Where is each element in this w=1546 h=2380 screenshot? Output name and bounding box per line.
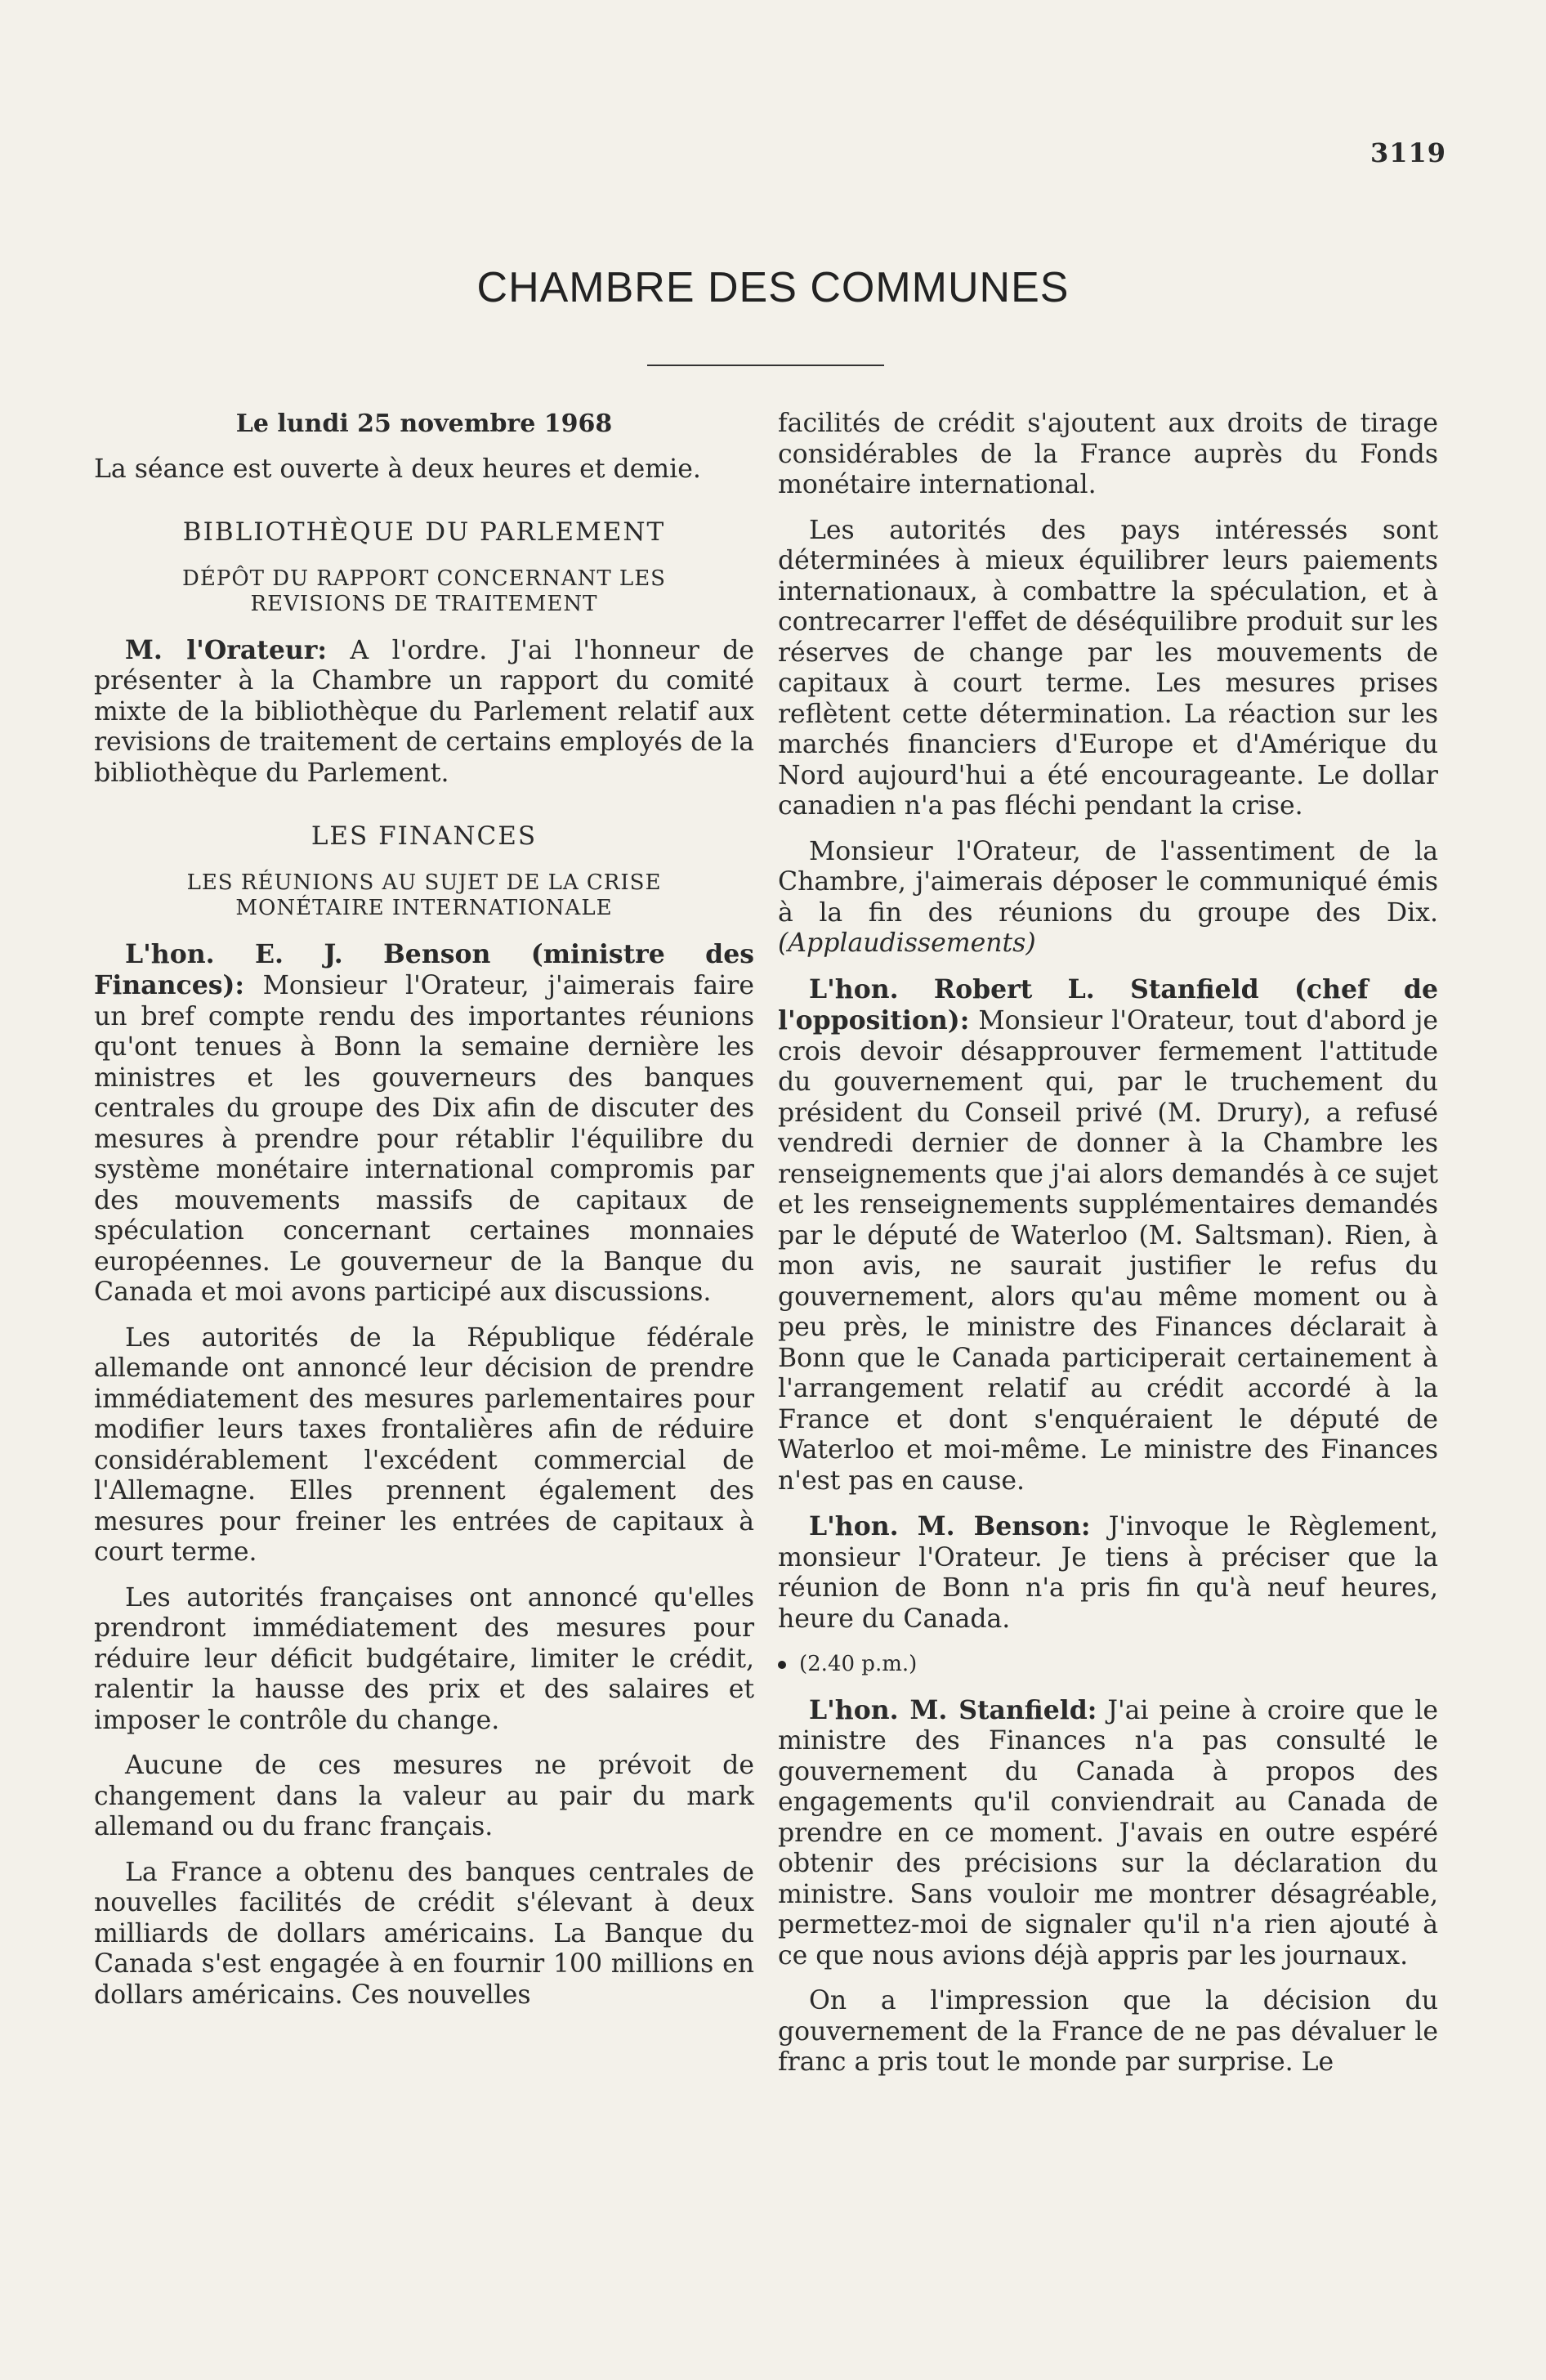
paragraph [778,1511,1438,1635]
speech-text: J'invoque le Règlement, monsieur l'Orateur. Je tiens à préciser que la réunion de Bonn n'a pris fin qu'à neuf heures, heure du Canada. [778,1512,1439,1634]
speaker-name: L'hon. Robert L. Stanfield (chef de l'opposition): [778,973,1438,1036]
subheading-reunions: LES RÉUNIONS AU SUJET DE LA CRISE MONÉTAIRE INTERNATIONALE [186,870,662,920]
title-divider [647,365,884,366]
paragraph [778,974,1438,1497]
paragraph [778,837,1438,960]
time-text: (2.40 p.m.) [799,1652,918,1676]
speech-text: J'ai peine à croire que le ministre des Finances n'a pas consulté le gouvernement du Canada à propos des engagements qu'il conviendrait au Canada de prendre en ce moment. J'avais en outre espéré obtenir des précisions sur la déclaration du ministre. Sans vouloir me montrer désagréable, permettez-moi de signaler qu'il n'a rien ajouté à ce que nous avions déjà appris par les journaux. [778,1695,1438,1971]
speech-text: A l'ordre. J'ai l'honneur de présenter à la Chambre un rapport du comité mixte de la bibliothèque du Parlement relatif aux revisions de traitement de certains employés de la bibliothèque du Parlement. [94,635,754,788]
speech-text: Monsieur l'Orateur, j'aimerais faire un bref compte rendu des importantes réunions qu'ont tenues à Bonn la semaine dernière les ministres et les gouverneurs des banques centrales du groupe des Dix afin de discuter des mesures à prendre pour rétablir l'équilibre du système monétaire international compromis par des mouvements massifs de capitaux de spéculation concernant certaines monnaies européennes. Le gouverneur de la Banque du Canada et moi avons participé aux discussions. [94,971,754,1307]
paragraph: facilités de crédit s'ajoutent aux droits de tirage considérables de la France auprès du Fonds monétaire international. [778,409,1438,499]
paragraph [94,635,754,790]
speech-text: Monsieur l'Orateur, de l'assentiment de la Chambre, j'aimerais déposer le communiqué émis à la fin des réunions du groupe des Dix. [778,836,1438,928]
bullet-icon [778,1661,786,1669]
speaker-name: L'hon. M. Stanfield: [809,1694,1097,1725]
sitting-date: Le lundi 25 novembre 1968 [235,409,613,438]
section-heading-finances: LES FINANCES [311,821,538,851]
section-heading-bibliotheque: BIBLIOTHÈQUE DU PARLEMENT [182,517,666,547]
speech-text: Monsieur l'Orateur, tout d'abord je crois devoir désapprouver fermement l'attitude du gouvernement qui, par le truchement du président du Conseil privé (M. Drury), a refusé vendredi dernier de donner à la Chambre les renseignements que j'ai alors demandés à ce sujet et les renseignements supplémentaires demandés par le député de Waterloo (M. Saltsman). Rien, à mon avis, ne saurait justifier le refus du gouvernement, alors qu'au même moment ou à peu près, le ministre des Finances déclarait à Bonn que le Canada participerait certainement à l'arrangement relatif au crédit accordé à la France et dont s'enquéraient le député de Waterloo et moi-même. Le ministre des Finances n'est pas en cause. [778,1006,1438,1496]
left-column [94,409,754,2025]
applause-note: (Applaudissements) [778,928,1036,958]
paragraph: On a l'impression que la décision du gouvernement de la France de ne pas dévaluer le franc a pris tout le monde par surprise. Le [778,1986,1438,2077]
speaker-name: L'hon. E. J. Benson (ministre des Finances): [94,938,754,1000]
opening-paragraph [94,454,754,485]
paragraph: Les autorités françaises ont annoncé qu'elles prendront immédiatement des mesures pour réduire leur déficit budgétaire, limiter le crédit, ralentir la hausse des prix et des salaires et imposer le contrôle du change. [94,1582,754,1735]
paragraph: La France a obtenu des banques centrales de nouvelles facilités de crédit s'élevant à deux milliards de dollars américains. La Banque du Canada s'est engagée à en fournir 100 millions en dollars américains. Ces nouvelles [94,1857,754,2010]
speaker-name: L'hon. M. Benson: [809,1511,1091,1541]
paragraph [94,939,754,1309]
paragraph [778,1695,1438,1972]
page-title: CHAMBRE DES COMMUNES [476,264,1070,311]
right-column [778,409,1438,2093]
time-note [778,1649,1438,1680]
speaker-name: M. l'Orateur: [125,634,327,665]
opening-text: La séance est ouverte à deux heures et demie. [94,454,701,484]
paragraph: Les autorités de la République fédérale allemande ont annoncé leur décision de prendre immédiatement des mesures parlementaires pour modifier leurs taxes frontalières afin de réduire considérablement l'excédent commercial de l'Allemagne. Elles prennent également des mesures pour freiner les entrées de capitaux à court terme. [94,1322,754,1567]
page-number: 3119 [1370,137,1446,168]
paragraph: Les autorités des pays intéressés sont déterminées à mieux équilibrer leurs paiements internationaux, à combattre la spéculation, et à contrecarrer l'effet de déséquilibre produit sur les réserves de change par les mouvements de capitaux à court terme. Les mesures prises reflètent cette détermination. La réaction sur les marchés financiers d'Europe et d'Amérique du Nord aujourd'hui a été encourageante. Le dollar canadien n'a pas fléchi pendant la crise. [778,515,1438,821]
subheading-depot: DÉPÔT DU RAPPORT CONCERNANT LES REVISIONS DE TRAITEMENT [182,566,666,616]
paragraph: Aucune de ces mesures ne prévoit de changement dans la valeur au pair du mark allemand ou du franc français. [94,1751,754,1841]
